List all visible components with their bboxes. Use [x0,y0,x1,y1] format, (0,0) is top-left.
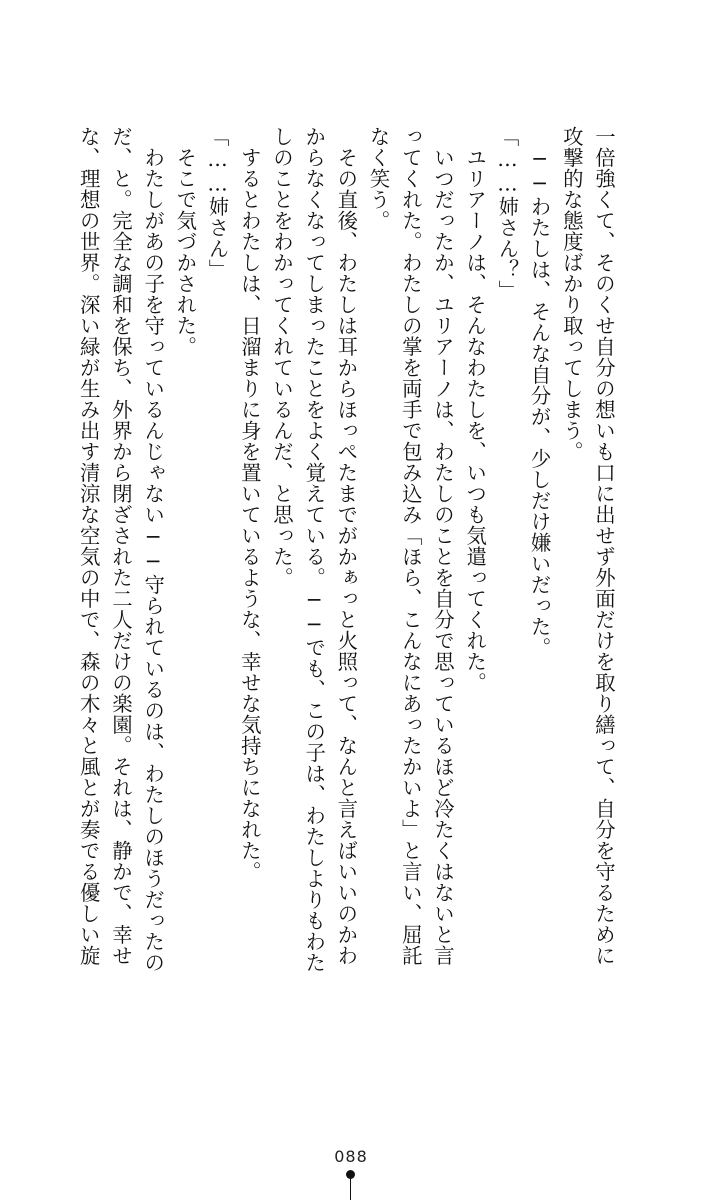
text-line: ユリアーノは、そんなわたしを、いつも気遣ってくれた。 [463,126,488,693]
text-line: だ、と。完全な調和を保ち、外界から閉ざされた二人だけの楽園。それは、静かで、幸せ [108,126,133,966]
text-line: しのことをわかってくれているんだ、と思った。 [269,126,294,588]
text-line: からなくなってしまったことをよく覚えている。──でも、この子は、わたしよりもわた [302,126,327,974]
text-line: 攻撃的な態度ばかり取ってしまう。 [559,126,584,462]
text-line: そこで気づかされた。 [173,126,198,357]
text-line: 「……姉さん」 [205,126,230,281]
text-line: 「……姉さん？」 [495,126,520,302]
text-line: なく笑う。 [366,126,391,231]
page-marker-icon [346,1170,356,1200]
page-number: 088 [334,1147,368,1166]
body-text [60,126,620,986]
text-line: いつだったか、ユリアーノは、わたしのことを自分で思っているほど冷たくはないと言 [430,126,455,966]
text-line: 一倍強くて、そのくせ自分の想いも口に出せず外面だけを取り繕って、自分を守るために [592,126,616,966]
text-line: するとわたしは、日溜まりに身を置いているような、幸せな気持ちになれた。 [237,126,262,882]
text-line: その直後、わたしは耳からほっぺたまでがかぁっと火照って、なんと言えばいいのかわ [334,126,359,966]
text-line: な、理想の世界。深い緑が生み出す清涼な空気の中で、森の木々と風とが奏でる優しい旋 [76,126,101,966]
text-line: ってくれた。わたしの掌を両手で包み込み「ほら、こんなにあったかいよ」と言い、屈託 [398,126,423,966]
text-line: わたしがあの子を守っているんじゃない──守られているのは、わたしのほうだったの [141,126,166,974]
text-line: ──わたしは、そんな自分が、少しだけ嫌いだった。 [527,126,552,659]
marker-stem [350,1178,351,1200]
